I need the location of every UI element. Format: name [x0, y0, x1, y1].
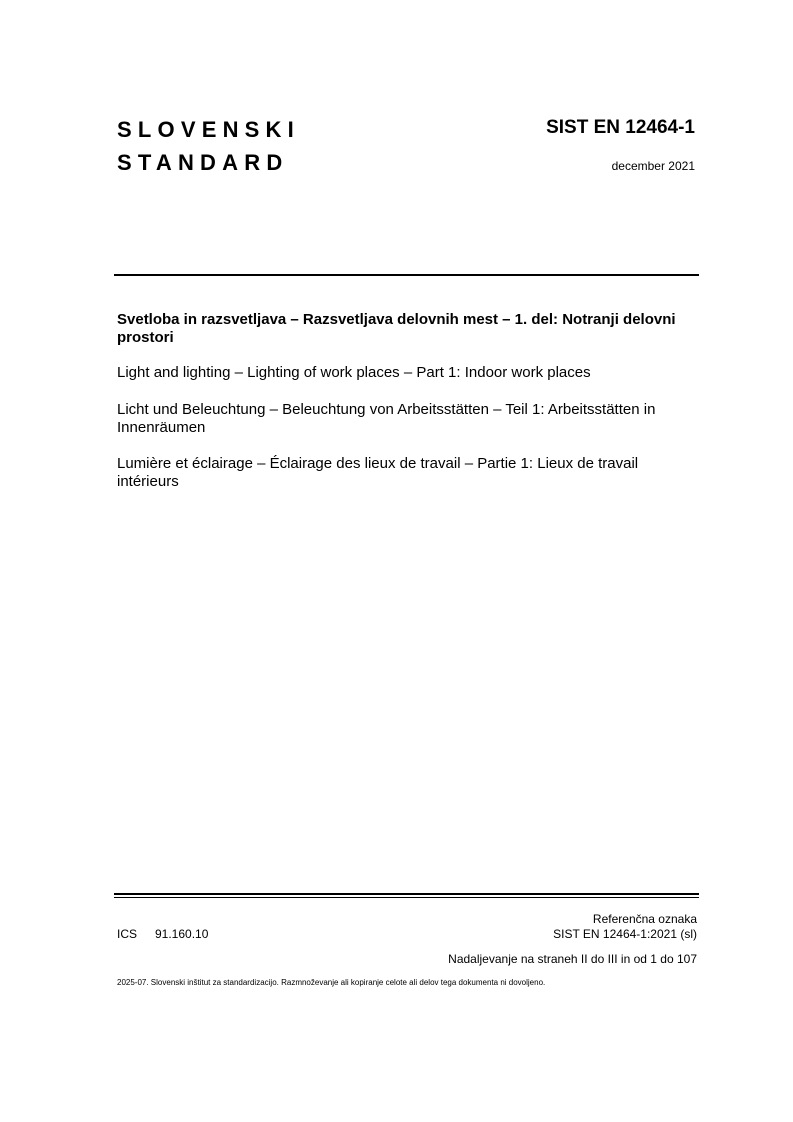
copyright-notice: 2025-07. Slovenski inštitut za standardizacijo. Razmnoževanje ali kopiranje celote ali delov tega dokumenta ni dovoljeno. — [117, 978, 546, 987]
title-french: Lumière et éclairage – Éclairage des lieux de travail – Partie 1: Lieux de travail intérieurs — [117, 455, 639, 490]
title-german: Licht und Beleuchtung – Beleuchtung von Arbeitsstätten – Teil 1: Arbeitsstätten in Innenräumen — [117, 401, 656, 436]
publication-date: december 2021 — [611, 159, 695, 173]
brand-line-2: STANDARD — [117, 150, 289, 175]
footer-divider-bottom — [114, 897, 699, 898]
reference-label: Referenčna oznaka — [592, 912, 697, 926]
title-slovenian: Svetloba in razsvetljava – Razsvetljava delovnih mest – 1. del: Notranji delovni prostori — [117, 311, 676, 346]
ics-label: ICS — [117, 927, 138, 941]
title-english: Light and lighting – Lighting of work places – Part 1: Indoor work places — [117, 364, 591, 381]
standard-number: SIST EN 12464-1 — [546, 117, 695, 138]
brand-line-1: SLOVENSKI — [117, 117, 300, 142]
page-continuation: Nadaljevanje na straneh II do III in od 1 do 107 — [448, 952, 697, 966]
ics-value: 91.160.10 — [155, 927, 209, 941]
footer-divider-top — [114, 893, 699, 895]
reference-value: SIST EN 12464-1:2021 (sl) — [553, 927, 697, 941]
header-divider — [114, 274, 699, 276]
